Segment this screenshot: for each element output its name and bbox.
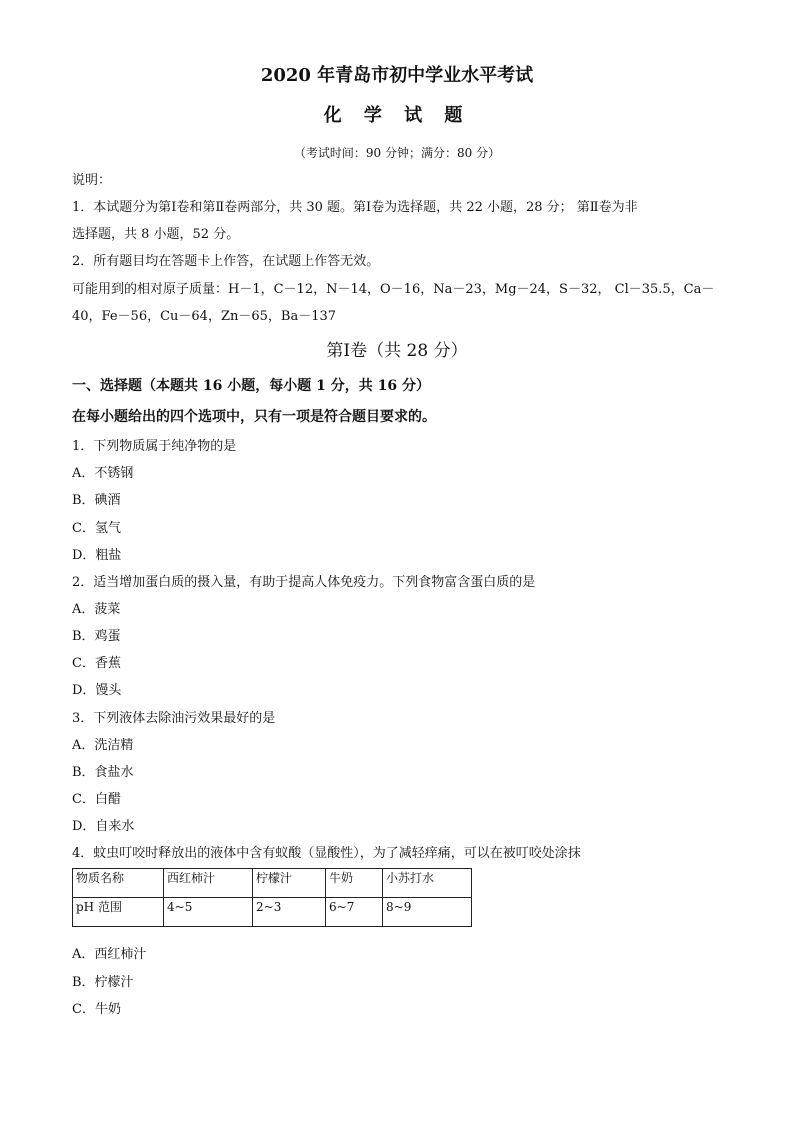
question-1-option-a: A．不锈钢 bbox=[72, 466, 134, 481]
question-4-stem: 4．蚊虫叮咬时释放出的液体中含有蚁酸（显酸性），为了减轻痒痛，可以在被叮咬处涂抹 bbox=[72, 846, 581, 861]
table-cell: 牛奶 bbox=[326, 869, 383, 898]
question-1-stem: 1．下列物质属于纯净物的是 bbox=[72, 439, 237, 454]
volume-title: 第Ⅰ卷（共 28 分） bbox=[326, 341, 468, 361]
table-cell: 8~9 bbox=[383, 898, 472, 927]
question-3-option-d: D．自来水 bbox=[72, 819, 135, 834]
table-cell: 4~5 bbox=[164, 898, 253, 927]
instruction-item-1-line-1: 1．本试题分为第Ⅰ卷和第Ⅱ卷两部分，共 30 题。第Ⅰ卷为选择题，共 22 小题，28 分； 第Ⅱ卷为非 bbox=[72, 200, 638, 215]
table-row bbox=[73, 898, 472, 927]
question-2-option-d: D．馒头 bbox=[72, 683, 122, 698]
question-3-option-c: C．白醋 bbox=[72, 792, 121, 807]
question-1-option-c: C．氢气 bbox=[72, 521, 121, 536]
question-4-option-c: C．牛奶 bbox=[72, 1002, 121, 1017]
ph-table bbox=[72, 868, 472, 927]
table-cell: 小苏打水 bbox=[383, 869, 472, 898]
question-2-option-b: B．鸡蛋 bbox=[72, 629, 121, 644]
table-cell: pH 范围 bbox=[73, 898, 164, 927]
table-cell: 柠檬汁 bbox=[253, 869, 326, 898]
question-3-stem: 3．下列液体去除油污效果最好的是 bbox=[72, 711, 276, 726]
part-title: 一、选择题（本题共 16 小题，每小题 1 分，共 16 分） bbox=[72, 378, 430, 394]
question-3-option-a: A．洗洁精 bbox=[72, 738, 134, 753]
atomic-mass-line-2: 40，Fe－56，Cu－64，Zn－65，Ba－137 bbox=[72, 309, 337, 324]
question-1-option-b: B．碘酒 bbox=[72, 493, 121, 508]
table-cell: 2~3 bbox=[253, 898, 326, 927]
instructions-label: 说明： bbox=[72, 173, 112, 188]
atomic-mass-line-1: 可能用到的相对原子质量：H－1，C－12，N－14，O－16，Na－23，Mg－24，S－32， Cl－35.5，Ca－ bbox=[72, 282, 715, 297]
part-note: 在每小题给出的四个选项中，只有一项是符合题目要求的。 bbox=[72, 409, 436, 425]
instruction-item-1-line-2: 选择题，共 8 小题，52 分。 bbox=[72, 227, 240, 242]
table-cell: 6~7 bbox=[326, 898, 383, 927]
question-1-option-d: D．粗盐 bbox=[72, 548, 122, 563]
question-2-option-c: C．香蕉 bbox=[72, 656, 121, 671]
instruction-item-2: 2．所有题目均在答题卡上作答，在试题上作答无效。 bbox=[72, 254, 380, 269]
table-cell: 西红柿汁 bbox=[164, 869, 253, 898]
question-2-stem: 2．适当增加蛋白质的摄入量，有助于提高人体免疫力。下列食物富含蛋白质的是 bbox=[72, 575, 536, 590]
table-cell: 物质名称 bbox=[73, 869, 164, 898]
exam-info: （考试时间：90 分钟；满分：80 分） bbox=[293, 146, 501, 160]
question-2-option-a: A．菠菜 bbox=[72, 602, 121, 617]
exam-subject: 化 学 试 题 bbox=[323, 105, 471, 126]
question-4-option-b: B．柠檬汁 bbox=[72, 975, 134, 990]
question-3-option-b: B．食盐水 bbox=[72, 765, 134, 780]
exam-title: 2020 年青岛市初中学业水平考试 bbox=[260, 65, 534, 86]
table-header-row bbox=[73, 869, 472, 898]
question-4-option-a: A．西红柿汁 bbox=[72, 947, 147, 962]
